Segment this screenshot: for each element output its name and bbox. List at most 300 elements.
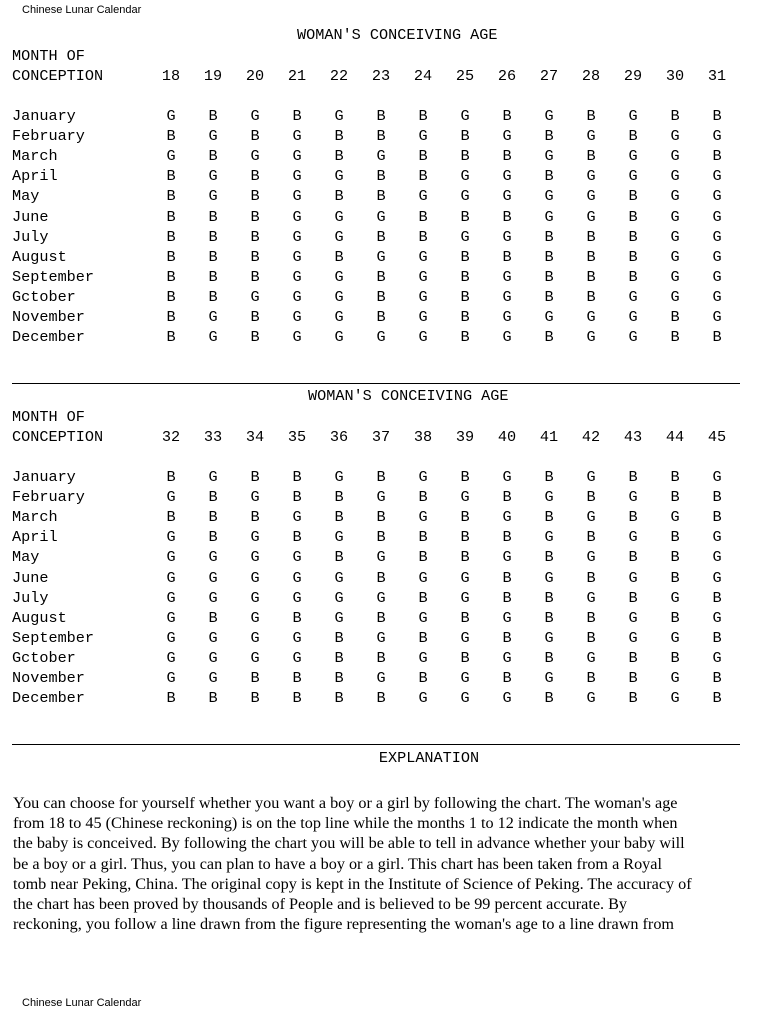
gender-cell: G <box>292 588 302 607</box>
gender-cell: B <box>586 568 596 587</box>
gender-cell: B <box>376 227 386 246</box>
gender-cell: G <box>250 628 260 647</box>
gender-cell: G <box>460 488 470 507</box>
gender-cell: B <box>712 588 722 607</box>
gender-cell: B <box>586 267 596 286</box>
row-header-line1: MONTH OF <box>12 47 85 65</box>
gender-cell: G <box>208 328 218 347</box>
gender-cell: G <box>292 207 302 226</box>
gender-cell: G <box>166 107 176 125</box>
gender-cell: B <box>376 568 386 587</box>
gender-cell: B <box>334 187 344 206</box>
gender-cell: G <box>712 548 722 567</box>
gender-cell: B <box>502 528 512 547</box>
gender-cell: B <box>166 689 176 708</box>
age-header: 19 <box>203 67 223 85</box>
gender-cell: G <box>586 548 596 567</box>
gender-cell: G <box>670 147 680 166</box>
gender-cell: G <box>334 568 344 587</box>
gender-cell: B <box>628 227 638 246</box>
gender-cell: G <box>292 267 302 286</box>
gender-cell: B <box>250 328 260 347</box>
gender-cell: B <box>460 287 470 306</box>
gender-cell: B <box>250 689 260 708</box>
gender-cell: G <box>712 207 722 226</box>
gender-cell: B <box>166 247 176 266</box>
gender-cell: B <box>586 528 596 547</box>
gender-cell: G <box>166 147 176 166</box>
gender-cell: G <box>292 287 302 306</box>
gender-cell: B <box>460 548 470 567</box>
gender-cell: G <box>628 568 638 587</box>
age-header: 42 <box>581 428 601 446</box>
gender-cell: B <box>460 608 470 627</box>
gender-cell: G <box>292 227 302 246</box>
gender-cell: G <box>208 669 218 687</box>
gender-cell: G <box>250 588 260 607</box>
gender-cell: B <box>544 548 554 567</box>
gender-cell: G <box>586 648 596 667</box>
gender-cell: G <box>334 227 344 246</box>
gender-cell: B <box>208 247 218 266</box>
explanation-line: from 18 to 45 (Chinese reckoning) is on the top line while the months 1 to 12 indicate the month when <box>13 814 678 833</box>
gender-cell: B <box>712 508 722 527</box>
gender-cell: G <box>418 287 428 306</box>
gender-cell: B <box>460 648 470 667</box>
gender-cell: G <box>250 147 260 166</box>
gender-cell: G <box>712 127 722 146</box>
month-label: February <box>12 488 85 507</box>
age-header: 43 <box>623 428 643 446</box>
gender-cell: G <box>586 308 596 326</box>
gender-cell: G <box>334 588 344 607</box>
age-header: 34 <box>245 428 265 446</box>
gender-cell: G <box>712 308 722 326</box>
gender-cell: B <box>712 147 722 166</box>
gender-cell: B <box>502 669 512 687</box>
gender-cell: G <box>166 588 176 607</box>
gender-cell: G <box>586 167 596 186</box>
gender-cell: B <box>376 187 386 206</box>
gender-cell: B <box>166 267 176 286</box>
gender-cell: G <box>502 508 512 527</box>
gender-cell: B <box>376 508 386 527</box>
gender-cell: B <box>628 588 638 607</box>
gender-cell: B <box>670 568 680 587</box>
age-header: 32 <box>161 428 181 446</box>
gender-cell: B <box>418 628 428 647</box>
gender-cell: B <box>418 167 428 186</box>
age-header: 37 <box>371 428 391 446</box>
gender-cell: G <box>418 308 428 326</box>
gender-cell: G <box>712 247 722 266</box>
gender-cell: B <box>544 247 554 266</box>
gender-cell: B <box>250 669 260 687</box>
gender-cell: G <box>334 167 344 186</box>
month-label: August <box>12 247 67 266</box>
gender-cell: G <box>670 247 680 266</box>
gender-cell: G <box>544 187 554 206</box>
gender-cell: G <box>544 669 554 687</box>
gender-cell: G <box>712 608 722 627</box>
gender-cell: B <box>208 107 218 125</box>
gender-cell: G <box>544 568 554 587</box>
gender-cell: B <box>712 328 722 347</box>
gender-cell: B <box>544 689 554 708</box>
gender-cell: G <box>712 468 722 486</box>
gender-cell: G <box>376 488 386 507</box>
gender-cell: G <box>712 187 722 206</box>
gender-cell: G <box>502 308 512 326</box>
age-header: 21 <box>287 67 307 85</box>
gender-cell: G <box>250 287 260 306</box>
gender-cell: B <box>208 528 218 547</box>
age-header: 44 <box>665 428 685 446</box>
gender-cell: B <box>166 207 176 226</box>
gender-cell: B <box>670 468 680 486</box>
gender-cell: G <box>628 167 638 186</box>
gender-cell: B <box>544 127 554 146</box>
gender-cell: B <box>250 508 260 527</box>
gender-cell: B <box>334 247 344 266</box>
gender-cell: B <box>544 648 554 667</box>
gender-cell: B <box>334 548 344 567</box>
gender-cell: B <box>586 608 596 627</box>
gender-cell: G <box>418 127 428 146</box>
gender-cell: B <box>670 328 680 347</box>
explanation-line: You can choose for yourself whether you want a boy or a girl by following the chart. The woman's age <box>13 794 678 812</box>
explanation-line: reckoning, you follow a line drawn from the figure representing the woman's age to a line drawn from <box>13 915 675 934</box>
gender-cell: G <box>670 167 680 186</box>
gender-cell: G <box>502 548 512 567</box>
gender-cell: B <box>712 628 722 647</box>
month-label: August <box>12 608 67 627</box>
gender-cell: B <box>418 669 428 687</box>
month-label: April <box>12 167 58 186</box>
gender-cell: G <box>628 628 638 647</box>
page-header: Chinese Lunar Calendar <box>22 4 142 16</box>
gender-cell: G <box>418 689 428 708</box>
gender-cell: G <box>208 308 218 326</box>
gender-cell: G <box>166 568 176 587</box>
gender-cell: G <box>460 689 470 708</box>
gender-cell: G <box>376 207 386 226</box>
gender-cell: B <box>544 227 554 246</box>
gender-cell: B <box>334 508 344 527</box>
month-label: May <box>12 548 40 567</box>
gender-cell: B <box>628 247 638 266</box>
gender-cell: G <box>292 167 302 186</box>
gender-cell: B <box>166 328 176 347</box>
gender-cell: G <box>712 568 722 587</box>
age-header: 26 <box>497 67 517 85</box>
gender-cell: B <box>418 528 428 547</box>
gender-cell: B <box>628 468 638 486</box>
gender-cell: G <box>460 227 470 246</box>
gender-cell: B <box>292 488 302 507</box>
gender-cell: B <box>208 488 218 507</box>
gender-cell: B <box>376 127 386 146</box>
gender-cell: B <box>460 528 470 547</box>
table-divider <box>12 383 740 384</box>
gender-cell: B <box>292 689 302 708</box>
gender-cell: G <box>376 147 386 166</box>
gender-cell: G <box>376 548 386 567</box>
gender-cell: B <box>376 608 386 627</box>
gender-cell: G <box>586 689 596 708</box>
gender-cell: G <box>586 468 596 486</box>
gender-cell: G <box>502 328 512 347</box>
row-header-line2: CONCEPTION <box>12 67 104 85</box>
gender-cell: G <box>670 669 680 687</box>
gender-cell: G <box>292 127 302 146</box>
gender-cell: B <box>502 488 512 507</box>
gender-cell: G <box>670 187 680 206</box>
gender-cell: B <box>502 207 512 226</box>
gender-cell: B <box>628 127 638 146</box>
gender-cell: B <box>460 308 470 326</box>
gender-cell: B <box>628 548 638 567</box>
gender-cell: B <box>418 107 428 125</box>
age-header: 31 <box>707 67 727 85</box>
gender-cell: G <box>208 468 218 486</box>
month-label: Gctober <box>12 648 76 667</box>
gender-cell: G <box>670 287 680 306</box>
month-label: March <box>12 147 58 166</box>
gender-cell: B <box>670 308 680 326</box>
month-label: June <box>12 207 49 226</box>
gender-cell: G <box>376 628 386 647</box>
gender-cell: G <box>460 588 470 607</box>
gender-cell: B <box>376 468 386 486</box>
gender-cell: G <box>628 147 638 166</box>
table-title: WOMAN'S CONCEIVING AGE <box>308 387 509 405</box>
gender-cell: G <box>166 608 176 627</box>
month-label: January <box>12 468 76 486</box>
gender-cell: B <box>712 669 722 687</box>
gender-cell: G <box>502 227 512 246</box>
gender-cell: G <box>544 528 554 547</box>
gender-cell: B <box>502 247 512 266</box>
gender-cell: G <box>376 247 386 266</box>
gender-cell: G <box>670 207 680 226</box>
age-header: 39 <box>455 428 475 446</box>
age-header: 23 <box>371 67 391 85</box>
gender-cell: G <box>334 107 344 125</box>
gender-cell: G <box>166 628 176 647</box>
month-label: January <box>12 107 76 125</box>
gender-cell: B <box>418 207 428 226</box>
gender-cell: B <box>544 468 554 486</box>
gender-cell: G <box>712 267 722 286</box>
gender-cell: B <box>628 689 638 708</box>
gender-cell: B <box>292 468 302 486</box>
gender-cell: G <box>376 328 386 347</box>
gender-cell: G <box>628 488 638 507</box>
gender-cell: B <box>544 328 554 347</box>
gender-cell: B <box>460 328 470 347</box>
gender-cell: G <box>376 669 386 687</box>
gender-cell: G <box>250 648 260 667</box>
gender-cell: B <box>376 528 386 547</box>
gender-cell: G <box>418 568 428 587</box>
gender-cell: G <box>628 328 638 347</box>
gender-cell: B <box>250 187 260 206</box>
gender-cell: B <box>334 648 344 667</box>
gender-cell: B <box>208 267 218 286</box>
gender-cell: B <box>670 608 680 627</box>
gender-cell: G <box>460 568 470 587</box>
gender-cell: G <box>544 628 554 647</box>
gender-cell: B <box>250 468 260 486</box>
gender-cell: G <box>418 247 428 266</box>
gender-cell: G <box>628 308 638 326</box>
row-header-line2: CONCEPTION <box>12 428 104 446</box>
gender-cell: G <box>502 287 512 306</box>
gender-cell: B <box>628 267 638 286</box>
gender-cell: B <box>544 508 554 527</box>
gender-cell: G <box>502 648 512 667</box>
gender-cell: G <box>208 187 218 206</box>
gender-cell: B <box>292 107 302 125</box>
gender-cell: G <box>670 127 680 146</box>
gender-cell: B <box>670 648 680 667</box>
gender-cell: B <box>418 488 428 507</box>
gender-cell: G <box>670 227 680 246</box>
age-header: 24 <box>413 67 433 85</box>
gender-cell: G <box>418 508 428 527</box>
gender-cell: B <box>670 548 680 567</box>
gender-cell: G <box>544 308 554 326</box>
gender-cell: B <box>544 287 554 306</box>
gender-cell: G <box>208 588 218 607</box>
gender-cell: B <box>208 608 218 627</box>
gender-cell: B <box>418 147 428 166</box>
gender-cell: G <box>250 548 260 567</box>
gender-cell: B <box>334 689 344 708</box>
gender-cell: B <box>460 508 470 527</box>
gender-cell: G <box>250 528 260 547</box>
gender-cell: G <box>334 528 344 547</box>
gender-cell: B <box>628 207 638 226</box>
gender-cell: G <box>334 207 344 226</box>
gender-cell: G <box>460 187 470 206</box>
gender-cell: G <box>586 508 596 527</box>
gender-cell: B <box>628 508 638 527</box>
gender-cell: G <box>670 508 680 527</box>
gender-cell: B <box>586 287 596 306</box>
gender-cell: B <box>586 227 596 246</box>
gender-cell: B <box>250 247 260 266</box>
gender-cell: B <box>292 608 302 627</box>
gender-cell: B <box>502 568 512 587</box>
gender-cell: G <box>418 468 428 486</box>
gender-cell: G <box>250 568 260 587</box>
gender-cell: B <box>502 147 512 166</box>
age-header: 22 <box>329 67 349 85</box>
gender-cell: G <box>208 127 218 146</box>
explanation-line: the chart has been proved by thousands of People and is believed to be 99 percent accurate. By <box>13 895 628 914</box>
explanation-line: tomb near Peking, China. The original copy is kept in the Institute of Science of Peking. The accuracy of <box>13 874 692 893</box>
gender-cell: G <box>418 608 428 627</box>
gender-cell: G <box>544 207 554 226</box>
gender-cell: B <box>208 227 218 246</box>
age-header: 20 <box>245 67 265 85</box>
gender-cell: B <box>502 588 512 607</box>
gender-cell: B <box>586 628 596 647</box>
gender-cell: B <box>544 167 554 186</box>
gender-cell: B <box>166 187 176 206</box>
gender-cell: G <box>502 608 512 627</box>
month-label: April <box>12 528 58 547</box>
month-label: December <box>12 689 85 708</box>
gender-cell: G <box>502 187 512 206</box>
gender-cell: G <box>586 187 596 206</box>
gender-cell: G <box>460 167 470 186</box>
gender-cell: G <box>712 167 722 186</box>
gender-cell: G <box>502 127 512 146</box>
gender-cell: B <box>376 107 386 125</box>
age-header: 33 <box>203 428 223 446</box>
gender-cell: G <box>502 689 512 708</box>
page-footer-header: Chinese Lunar Calendar <box>22 997 142 1009</box>
gender-cell: B <box>586 247 596 266</box>
gender-cell: B <box>250 267 260 286</box>
age-header: 36 <box>329 428 349 446</box>
gender-cell: B <box>712 689 722 708</box>
gender-cell: B <box>208 207 218 226</box>
gender-cell: G <box>628 287 638 306</box>
gender-cell: B <box>460 207 470 226</box>
gender-cell: G <box>166 548 176 567</box>
gender-cell: B <box>460 267 470 286</box>
age-header: 45 <box>707 428 727 446</box>
gender-cell: B <box>670 488 680 507</box>
month-label: November <box>12 308 85 326</box>
gender-cell: G <box>250 107 260 125</box>
explanation-line: the baby is conceived. By following the chart you will be able to tell in advance whether your baby will <box>13 834 685 853</box>
gender-cell: G <box>670 588 680 607</box>
gender-cell: G <box>418 328 428 347</box>
age-header: 18 <box>161 67 181 85</box>
gender-cell: G <box>334 267 344 286</box>
gender-cell: B <box>418 588 428 607</box>
gender-cell: B <box>250 127 260 146</box>
gender-cell: G <box>292 628 302 647</box>
gender-cell: G <box>712 648 722 667</box>
gender-cell: G <box>166 669 176 687</box>
gender-cell: B <box>628 669 638 687</box>
explanation-text <box>13 793 753 934</box>
gender-cell: B <box>250 167 260 186</box>
age-header: 40 <box>497 428 517 446</box>
gender-cell: G <box>502 468 512 486</box>
gender-cell: G <box>460 107 470 125</box>
gender-cell: G <box>166 488 176 507</box>
gender-cell: G <box>334 468 344 486</box>
gender-cell: G <box>208 568 218 587</box>
gender-cell: G <box>208 648 218 667</box>
gender-cell: B <box>166 167 176 186</box>
gender-cell: G <box>502 267 512 286</box>
gender-cell: B <box>502 628 512 647</box>
gender-cell: G <box>334 308 344 326</box>
gender-cell: G <box>166 648 176 667</box>
gender-cell: G <box>376 588 386 607</box>
divider-explanation <box>12 744 740 745</box>
month-label: March <box>12 508 58 527</box>
age-header: 30 <box>665 67 685 85</box>
